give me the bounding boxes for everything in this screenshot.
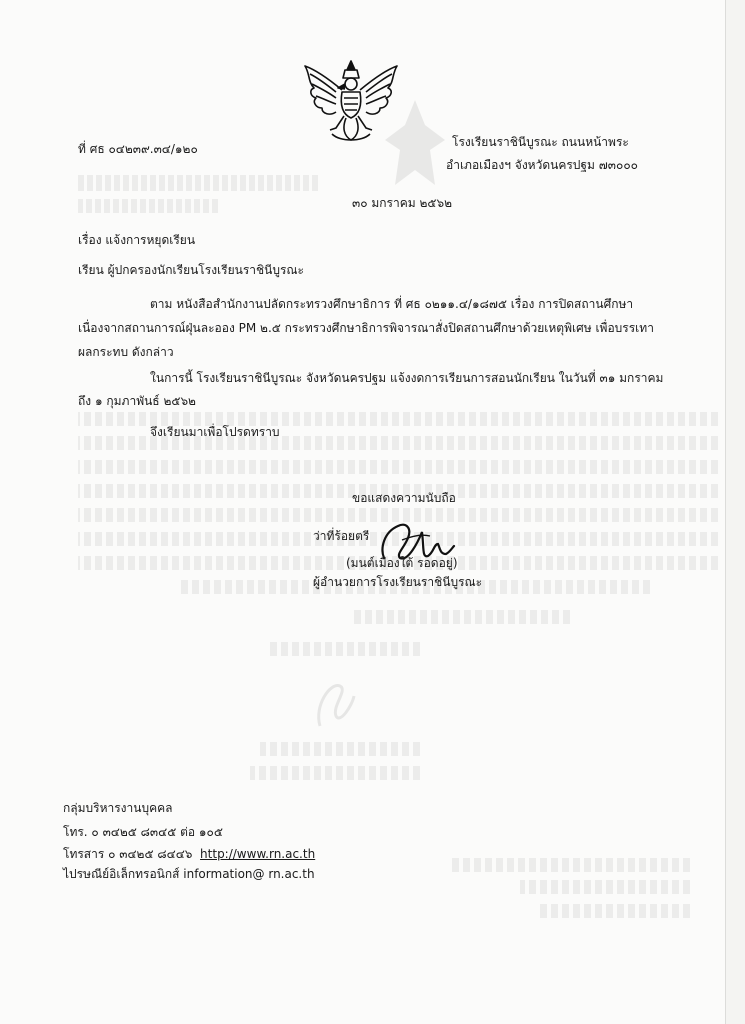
- closing-request: จึงเรียนมาเพื่อโปรดทราบ: [150, 425, 280, 439]
- garuda-emblem-icon: [302, 58, 400, 144]
- email-address: ไปรษณีย์อิเล็กทรอนิกส์ information@ rn.ac.th: [63, 867, 315, 881]
- bleed-through-text: [520, 880, 690, 894]
- bleed-through-text: [450, 858, 690, 872]
- signer-name: (มนต์เมืองใต้ รอดอยู่): [346, 556, 458, 570]
- bleed-through-text: [78, 460, 718, 474]
- signer-title: ผู้อำนวยการโรงเรียนราชินีบูรณะ: [313, 575, 483, 589]
- paragraph-1-line-1: ตาม หนังสือสำนักงานปลัดกระทรวงศึกษาธิการ ที่ ศธ ๐๒๑๑.๔/๑๘๗๕ เรื่อง การปิดสถานศึกษา: [150, 297, 634, 311]
- paragraph-1-line-3: ผลกระทบ ดังกล่าว: [78, 345, 174, 359]
- letter-recipient: เรียน ผู้ปกครองนักเรียนโรงเรียนราชินีบูรณะ: [78, 263, 305, 277]
- school-address: อำเภอเมืองฯ จังหวัดนครปฐม ๗๓๐๐๐: [446, 158, 638, 172]
- bleed-through-signature-icon: [310, 676, 360, 732]
- fax-line: [63, 846, 315, 862]
- signer-rank: ว่าที่ร้อยตรี: [313, 529, 370, 543]
- school-name: โรงเรียนราชินีบูรณะ ถนนหน้าพระ: [452, 135, 629, 149]
- bleed-through-text: [270, 642, 420, 656]
- bleed-through-text: [78, 199, 218, 213]
- bleed-through-text: [260, 742, 420, 756]
- fax-number: โทรสาร ๐ ๓๔๒๕ ๘๔๔๖: [63, 847, 193, 861]
- bleed-through-text: [78, 175, 318, 191]
- paragraph-1-line-2: เนื่องจากสถานการณ์ฝุ่นละออง PM ๒.๕ กระทรวงศึกษาธิการพิจารณาสั่งปิดสถานศึกษาด้วยเหตุพิเศษ เพื่อบรรเทา: [78, 321, 654, 335]
- paragraph-2-line-2: ถึง ๑ กุมภาพันธ์ ๒๕๖๒: [78, 394, 196, 408]
- bleed-through-text: [250, 766, 420, 780]
- closing-salutation: ขอแสดงความนับถือ: [352, 491, 456, 505]
- paragraph-2-line-1: ในการนี้ โรงเรียนราชินีบูรณะ จังหวัดนครปฐม แจ้งงดการเรียนการสอนนักเรียน ในวันที่ ๓๑ มกราคม: [150, 371, 664, 385]
- department-name: กลุ่มบริหารงานบุคคล: [63, 801, 173, 815]
- phone-number: โทร. ๐ ๓๔๒๕ ๘๓๔๕ ต่อ ๑๐๕: [63, 825, 223, 839]
- bleed-through-text: [350, 610, 570, 624]
- bleed-through-text: [540, 904, 690, 918]
- letter-subject: เรื่อง แจ้งการหยุดเรียน: [78, 233, 196, 247]
- website-link[interactable]: http://www.rn.ac.th: [200, 847, 316, 861]
- document-number: ที่ ศธ ๐๔๒๓๙.๓๔/๑๒๐: [78, 142, 198, 156]
- letter-date: ๓๐ มกราคม ๒๕๖๒: [352, 196, 452, 210]
